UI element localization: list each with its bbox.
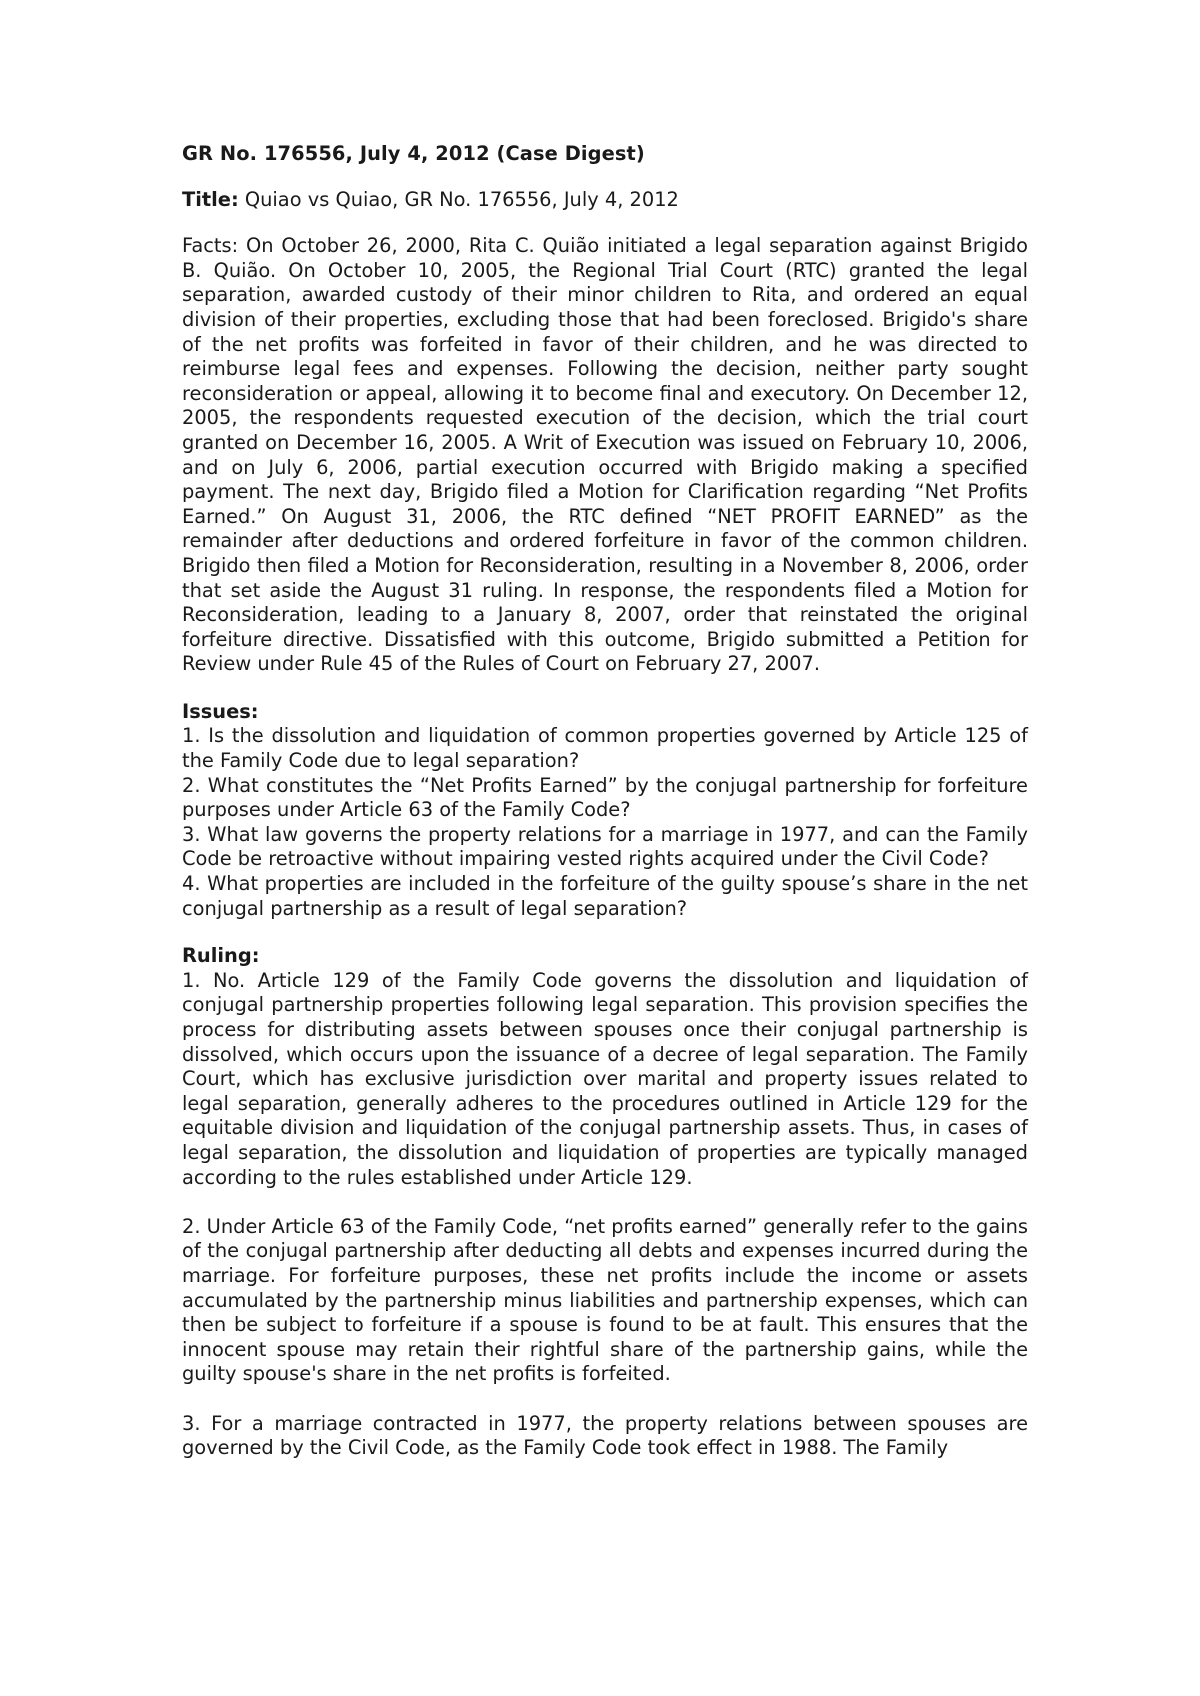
ruling-paragraph: 2. Under Article 63 of the Family Code, “net profits earned” generally refer to the gains of the conjugal partnership after deducting all debts and expenses incurred during the marriage. For forfeiture purposes, these net profits include the income or assets accumulated by the partnership minus liabilities and partnership expenses, which can then be subject to forfeiture if a spouse is found to be at fault. This ensures that the innocent spouse may retain their rightful share of the partnership gains, while the guilty spouse's share in the net profits is forfeited. [182,1214,1028,1386]
facts-paragraph: Facts: On October 26, 2000, Rita C. Quião initiated a legal separation against Brigido B. Quião. On October 10, 2005, the Regional Trial Court (RTC) granted the legal separation, awarded custody of their minor children to Rita, and ordered an equal division of their properties, excluding those that had been foreclosed. Brigido's share of the net profits was forfeited in favor of their children, and he was directed to reimburse legal fees and expenses. Following the decision, neither party sought reconsideration or appeal, allowing it to become final and executory. On December 12, 2005, the respondents requested execution of the decision, which the trial court granted on December 16, 2005. A Writ of Execution was issued on February 10, 2006, and on July 6, 2006, partial execution occurred with Brigido making a specified payment. The next day, Brigido filed a Motion for Clarification regarding “Net Profits Earned.” On August 31, 2006, the RTC defined “NET PROFIT EARNED” as the remainder after deductions and ordered forfeiture in favor of the common children. Brigido then filed a Motion for Reconsideration, resulting in a November 8, 2006, order that set aside the August 31 ruling. In response, the respondents filed a Motion for Reconsideration, leading to a January 8, 2007, order that reinstated the original forfeiture directive. Dissatisfied with this outcome, Brigido submitted a Petition for Review under Rule 45 of the Rules of Court on February 27, 2007. [182,234,1028,676]
title-label: Title: [182,187,239,211]
issue-item: 2. What constitutes the “Net Profits Earned” by the conjugal partnership for forfeiture purposes under Article 63 of the Family Code? [182,773,1028,822]
case-heading: GR No. 176556, July 4, 2012 (Case Digest) [182,142,645,165]
ruling-paragraph: 3. For a marriage contracted in 1977, the property relations between spouses are governed by the Civil Code, as the Family Code took effect in 1988. The Family [182,1411,1028,1460]
issue-item: 4. What properties are included in the forfeiture of the guilty spouse’s share in the net conjugal partnership as a result of legal separation? [182,872,1028,920]
issues-heading: Issues: [182,699,259,723]
document-page [182,142,1028,1461]
ruling-heading: Ruling: [182,944,260,968]
title-value: Quiao vs Quiao, GR No. 176556, July 4, 2012 [238,187,679,211]
case-title-line [182,188,1028,213]
issue-item: 3. What law governs the property relations for a marriage in 1977, and can the Family Code be retroactive without impairing vested rights acquired under the Civil Code? [182,822,1028,871]
issue-item: 1. Is the dissolution and liquidation of common properties governed by Article 125 of the Family Code due to legal separation? [182,724,1028,773]
ruling-paragraph: 1. No. Article 129 of the Family Code governs the dissolution and liquidation of conjugal partnership properties following legal separation. This provision specifies the process for distributing assets between spouses once their conjugal partnership is dissolved, which occurs upon the issuance of a decree of legal separation. The Family Court, which has exclusive jurisdiction over marital and property issues related to legal separation, generally adheres to the procedures outlined in Article 129 for the equitable division and liquidation of the conjugal partnership assets. Thus, in cases of legal separation, the dissolution and liquidation of properties are typically managed according to the rules established under Article 129. [182,968,1028,1189]
